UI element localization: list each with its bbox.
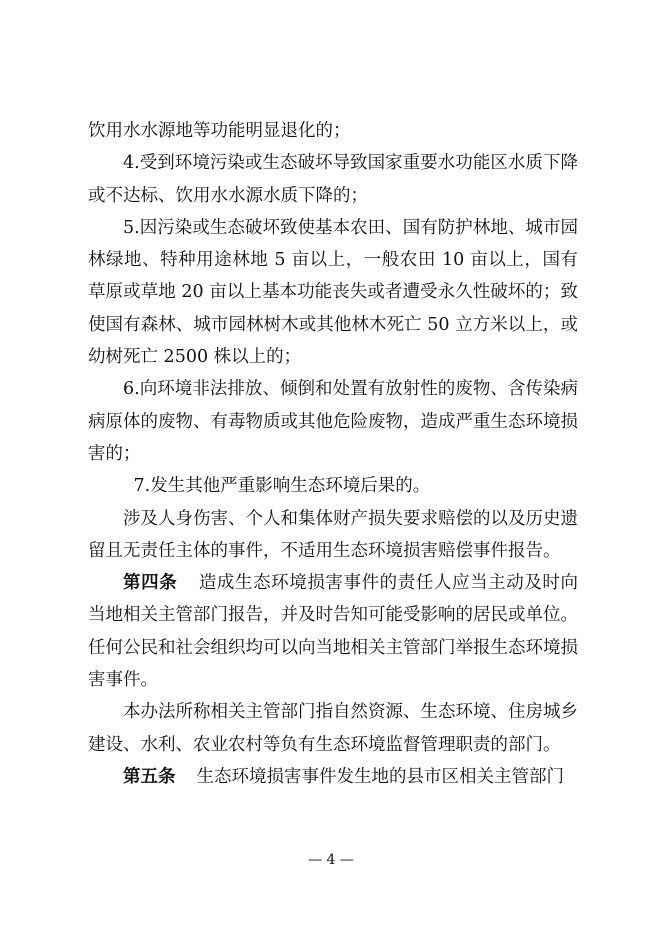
list-item-5: 5.因污染或生态破坏致使基本农田、国有防护林地、城市园林绿地、特种用途林地 5 亩以上，一般农田 10 亩以上，国有草原或草地 20 亩以上基本功能丧失或者遭受永久性破坏的；致使国有森林、城市园林树木或其他林木死亡 50 立方米以上，或幼树死亡 2500 株以上的； <box>88 217 578 368</box>
article-5-text: 生态环境损害事件发生地的县市区相关主管部门 <box>196 766 564 787</box>
list-item-6: 6.向环境非法排放、倾倒和处置有放射性的废物、含传染病病原体的废物、有毒物质或其他危险废物，造成严重生态环境损害的； <box>88 379 578 464</box>
article-5 <box>88 761 578 793</box>
article-4-text: 造成生态环境损害事件的责任人应当主动及时向当地相关主管部门报告，并及时告知可能受影响的居民或单位。任何公民和社会组织均可以向当地相关主管部门举报生态环境损害事件。 <box>88 573 578 691</box>
document-body <box>88 115 578 793</box>
paragraph-definition: 本办法所称相关主管部门指自然资源、生态环境、住房城乡建设、水利、农业农村等负有生态环境监督管理职责的部门。 <box>88 702 578 755</box>
paragraph-continuation: 饮用水水源地等功能明显退化的； <box>88 121 351 141</box>
page-number: — 4 — <box>308 852 354 868</box>
article-4 <box>88 567 578 696</box>
article-5-label: 第五条 <box>123 766 176 787</box>
article-4-label: 第四条 <box>123 573 178 594</box>
list-item-4: 4.受到环境污染或生态破坏导致国家重要水功能区水质下降或不达标、饮用水水源水质下降的； <box>88 153 578 206</box>
paragraph-exclusion: 涉及人身伤害、个人和集体财产损失要求赔偿的以及历史遗留且无责任主体的事件，不适用生态环境损害赔偿事件报告。 <box>88 508 578 561</box>
list-item-7: 7.发生其他严重影响生态环境后果的。 <box>133 476 431 497</box>
